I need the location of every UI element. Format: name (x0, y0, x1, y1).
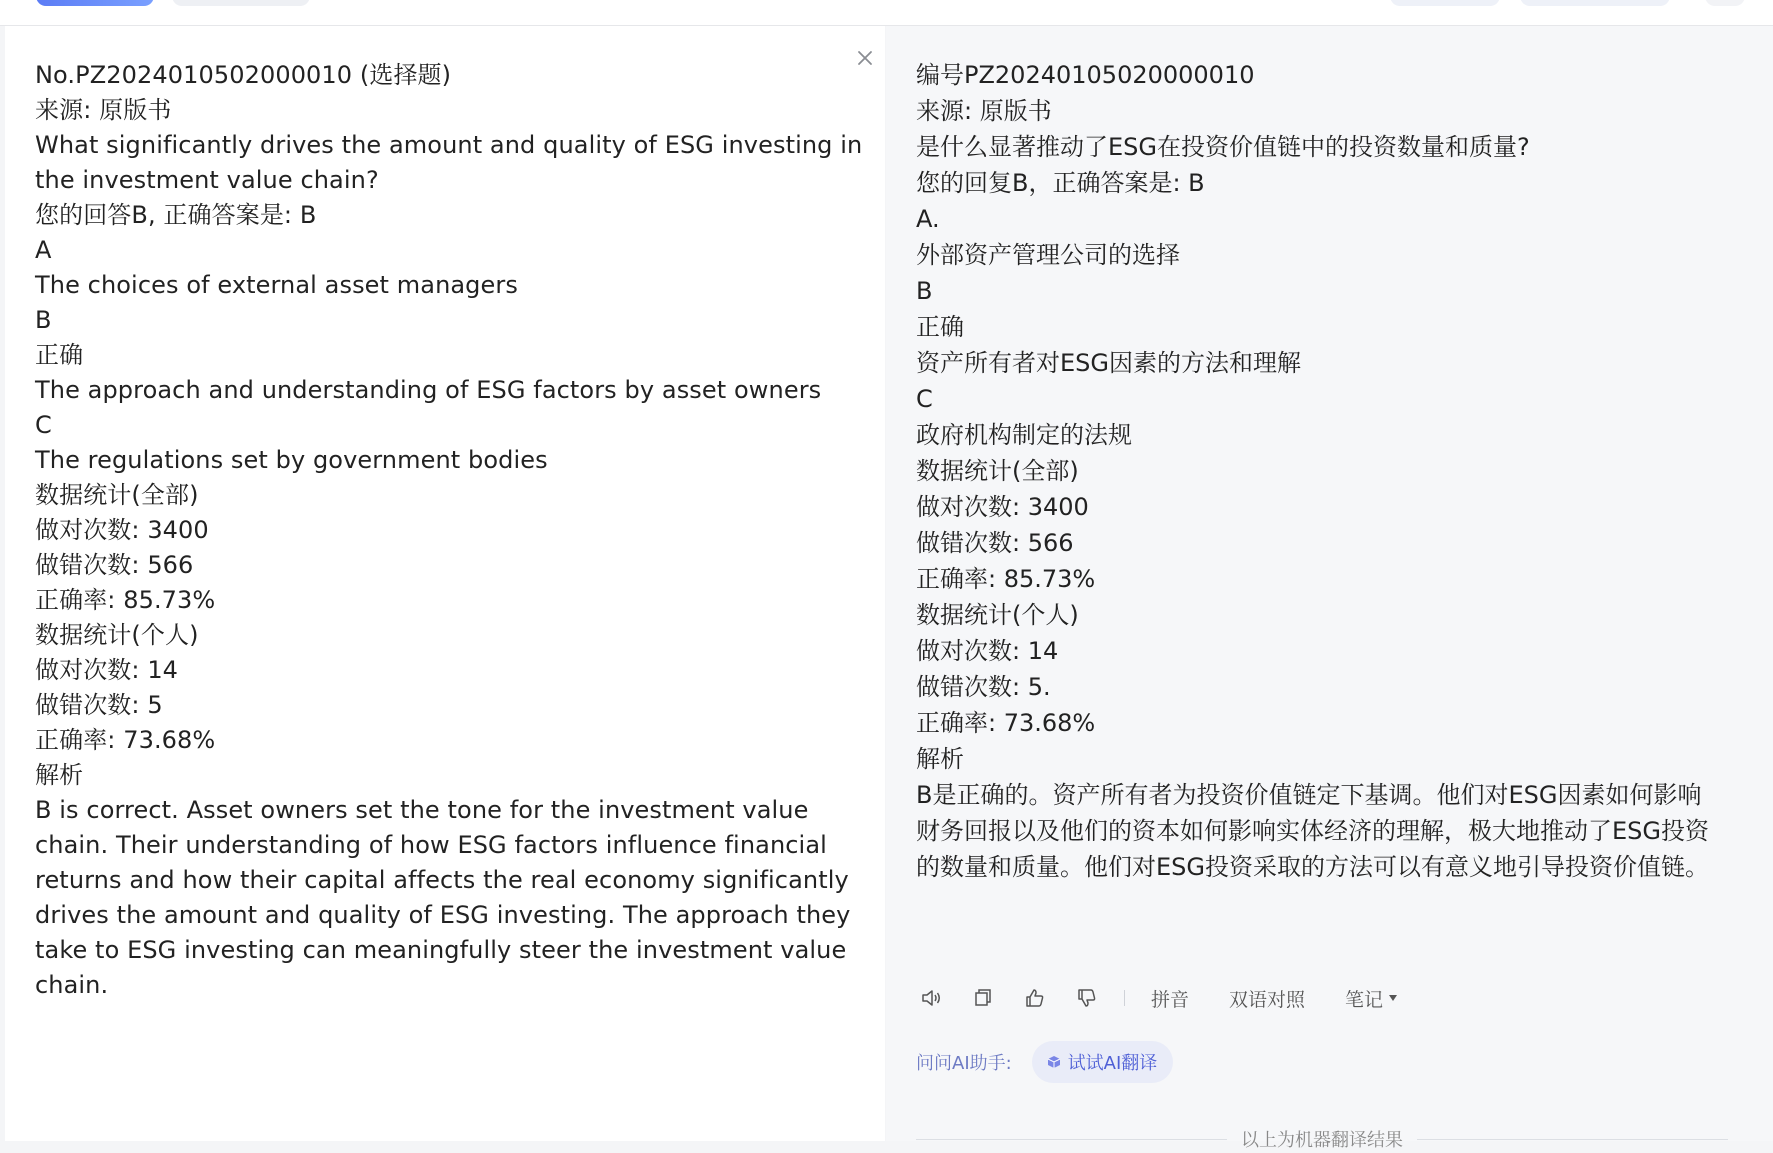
option-b-correct-mark: 正确 (916, 313, 964, 341)
option-c-text: 政府机构制定的法规 (916, 421, 1132, 449)
divider-right (1417, 1139, 1728, 1140)
stats-all-correct: 做对次数: 3400 (916, 493, 1089, 521)
option-c-letter: C (916, 385, 933, 413)
stats-all-wrong: 做错次数: 566 (916, 529, 1074, 557)
ai-assistant-label: 问问AI助手: (916, 1053, 1012, 1074)
stats-personal-rate: 正确率: 73.68% (916, 709, 1096, 737)
stats-personal-correct: 做对次数: 14 (35, 656, 179, 684)
ai-cube-icon (1046, 1054, 1062, 1070)
answer-line: 您的回答B, 正确答案是: B (35, 201, 317, 229)
answer-line: 您的回复B，正确答案是: B (916, 169, 1205, 197)
question-text: What significantly drives the amount and quality of ESG investing in the investment value chain? (35, 131, 871, 194)
translation-panel (886, 26, 1773, 1151)
toolbar-primary-button[interactable] (36, 0, 154, 6)
caret-down-icon (1389, 995, 1397, 1001)
stats-personal-heading: 数据统计(个人) (35, 621, 199, 649)
stats-personal-heading: 数据统计(个人) (916, 601, 1079, 629)
question-text: 是什么显著推动了ESG在投资价值链中的投资数量和质量? (916, 133, 1530, 161)
option-a-text: The choices of external asset managers (35, 271, 518, 299)
option-b-letter: B (916, 277, 933, 305)
explanation-text: B是正确的。资产所有者为投资价值链定下基调。他们对ESG因素如何影响财务回报以及他们的资本如何影响实体经济的理解，极大地推动了ESG投资的数量和质量。他们对ESG投资采取的方法可以有意义地引导投资价值链。 (916, 781, 1709, 881)
stats-all-correct: 做对次数: 3400 (35, 516, 209, 544)
thumbs-down-icon[interactable] (1076, 987, 1098, 1009)
source-line: 来源: 原版书 (35, 96, 172, 124)
stats-personal-correct: 做对次数: 14 (916, 637, 1059, 665)
stats-all-heading: 数据统计(全部) (916, 457, 1079, 485)
option-b-letter: B (35, 306, 52, 334)
toolbar-right-button-3[interactable] (1705, 0, 1745, 6)
thumbs-up-icon[interactable] (1024, 987, 1046, 1009)
pinyin-button[interactable]: 拼音 (1151, 988, 1190, 1011)
stats-personal-rate: 正确率: 73.68% (35, 726, 216, 754)
question-number: 编号PZ20240105020000010 (916, 61, 1255, 89)
option-b-text: The approach and understanding of ESG factors by asset owners (35, 376, 822, 404)
ai-translate-label: 试试AI翻译 (1067, 1053, 1158, 1074)
machine-translation-note (916, 1125, 1728, 1153)
stats-all-rate: 正确率: 85.73% (35, 586, 216, 614)
question-number: No.PZ2024010502000010 (选择题) (35, 61, 452, 89)
stats-personal-wrong: 做错次数: 5 (35, 691, 163, 719)
option-c-text: The regulations set by government bodies (35, 446, 548, 474)
translation-content (916, 57, 1716, 885)
option-b-text: 资产所有者对ESG因素的方法和理解 (916, 349, 1301, 377)
copy-icon[interactable] (972, 987, 994, 1009)
original-text-panel (5, 26, 885, 1141)
ai-assistant-row (916, 1040, 1173, 1084)
actions-divider (1124, 990, 1125, 1006)
stats-all-rate: 正确率: 85.73% (916, 565, 1096, 593)
stats-all-wrong: 做错次数: 566 (35, 551, 194, 579)
machine-translation-text: 以上为机器翻译结果 (1241, 1130, 1403, 1151)
notes-label: 笔记 (1345, 988, 1384, 1011)
top-toolbar (0, 0, 1773, 26)
divider-left (916, 1139, 1227, 1140)
stats-all-heading: 数据统计(全部) (35, 481, 199, 509)
original-text-content (35, 58, 871, 1003)
option-b-correct-mark: 正确 (35, 341, 84, 369)
toolbar-secondary-button[interactable] (172, 0, 310, 6)
toolbar-right-button-2[interactable] (1520, 0, 1670, 6)
explanation-heading: 解析 (35, 761, 84, 789)
stats-personal-wrong: 做错次数: 5. (916, 673, 1051, 701)
option-a-letter: A (35, 236, 52, 264)
explanation-text: B is correct. Asset owners set the tone for the investment value chain. Their understanding of how ESG factors influence financial returns and how their capital affects the real economy significantly drives the amount and quality of ESG investing. The approach they take to ESG investing can meaningfully steer the investment value chain. (35, 796, 859, 999)
source-line: 来源: 原版书 (916, 97, 1052, 125)
notes-dropdown[interactable] (1345, 985, 1397, 1012)
explanation-heading: 解析 (916, 745, 964, 773)
toolbar-right-button-1[interactable] (1390, 0, 1500, 6)
translation-actions-bar (916, 983, 1476, 1013)
bilingual-button[interactable]: 双语对照 (1229, 988, 1306, 1011)
ai-translate-button[interactable] (1032, 1041, 1174, 1083)
option-a-letter: A. (916, 205, 940, 233)
speaker-icon[interactable] (920, 987, 942, 1009)
option-c-letter: C (35, 411, 52, 439)
option-a-text: 外部资产管理公司的选择 (916, 241, 1180, 269)
